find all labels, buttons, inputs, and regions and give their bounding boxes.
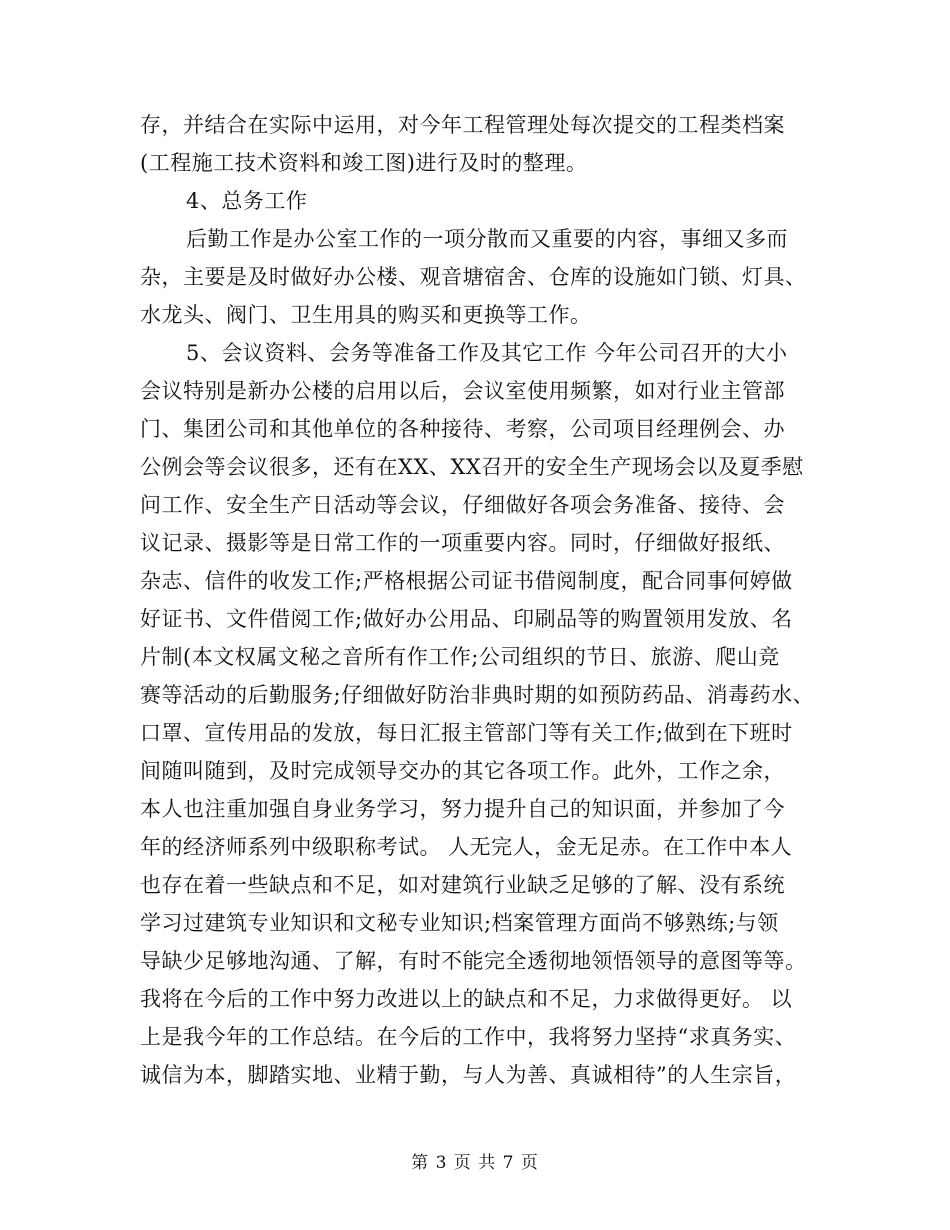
text-line: 问工作、安全生产日活动等会议，仔细做好各项会务准备、接待、会: [140, 493, 785, 517]
text-line: 我将在今后的工作中努力改进以上的缺点和不足，力求做得更好。 以: [140, 987, 793, 1011]
text-line: 上是我今年的工作总结。在今后的工作中，我将努力坚持“求真务实、: [140, 1025, 797, 1049]
text-line: 赛等活动的后勤服务;仔细做好防治非典时期的如预防药品、消毒药水、: [140, 683, 815, 707]
text-line: 公例会等会议很多，还有在XX、XX召开的安全生产现场会以及夏季慰: [140, 455, 804, 479]
text-line: 口罩、宣传用品的发放，每日汇报主管部门等有关工作;做到在下班时: [140, 721, 793, 745]
section-heading: 5、会议资料、会务等准备工作及其它工作 今年公司召开的大小: [186, 341, 788, 365]
text-line: 间随叫随到，及时完成领导交办的其它各项工作。此外，工作之余，: [140, 759, 785, 783]
text-line: 门、集团公司和其他单位的各种接待、考察，公司项目经理例会、办: [140, 417, 785, 441]
text-line: 学习过建筑专业知识和文秘专业知识;档案管理方面尚不够熟练;与领: [140, 911, 779, 935]
text-line: 杂，主要是及时做好办公楼、观音塘宿舍、仓库的设施如门锁、灯具、: [140, 265, 807, 289]
text-line: 杂志、信件的收发工作;严格根据公司证书借阅制度，配合同事何婷做: [140, 569, 793, 593]
text-line: 年的经济师系列中级职称考试。 人无完人，金无足赤。在工作中本人: [140, 835, 793, 859]
page-number-footer: 第 3 页 共 7 页: [411, 1153, 539, 1173]
text-line: 后勤工作是办公室工作的一项分散而又重要的内容，事细又多而: [186, 227, 788, 251]
text-line: 议记录、摄影等是日常工作的一项重要内容。同时，仔细做好报纸、: [140, 531, 785, 555]
text-line: 会议特别是新办公楼的启用以后，会议室使用频繁，如对行业主管部: [140, 379, 785, 403]
text-line: 诚信为本，脚踏实地、业精于勤，与人为善、真诚相待”的人生宗旨，: [140, 1063, 797, 1087]
section-heading: 4、总务工作: [186, 189, 308, 213]
text-line: 好证书、文件借阅工作;做好办公用品、印刷品等的购置领用发放、名: [140, 607, 793, 631]
text-line: 导缺少足够地沟通、了解，有时不能完全透彻地领悟领导的意图等等。: [140, 949, 807, 973]
text-line: 存，并结合在实际中运用，对今年工程管理处每次提交的工程类档案: [140, 113, 785, 137]
text-line: 水龙头、阀门、卫生用具的购买和更换等工作。: [140, 303, 592, 327]
text-line: 片制(本文权属文秘之音所有作工作;公司组织的节日、旅游、爬山竞: [140, 645, 780, 669]
text-line: 也存在着一些缺点和不足，如对建筑行业缺乏足够的了解、没有系统: [140, 873, 785, 897]
text-line: (工程施工技术资料和竣工图)进行及时的整理。: [140, 151, 588, 175]
text-line: 本人也注重加强自身业务学习，努力提升自己的知识面，并参加了今: [140, 797, 785, 821]
